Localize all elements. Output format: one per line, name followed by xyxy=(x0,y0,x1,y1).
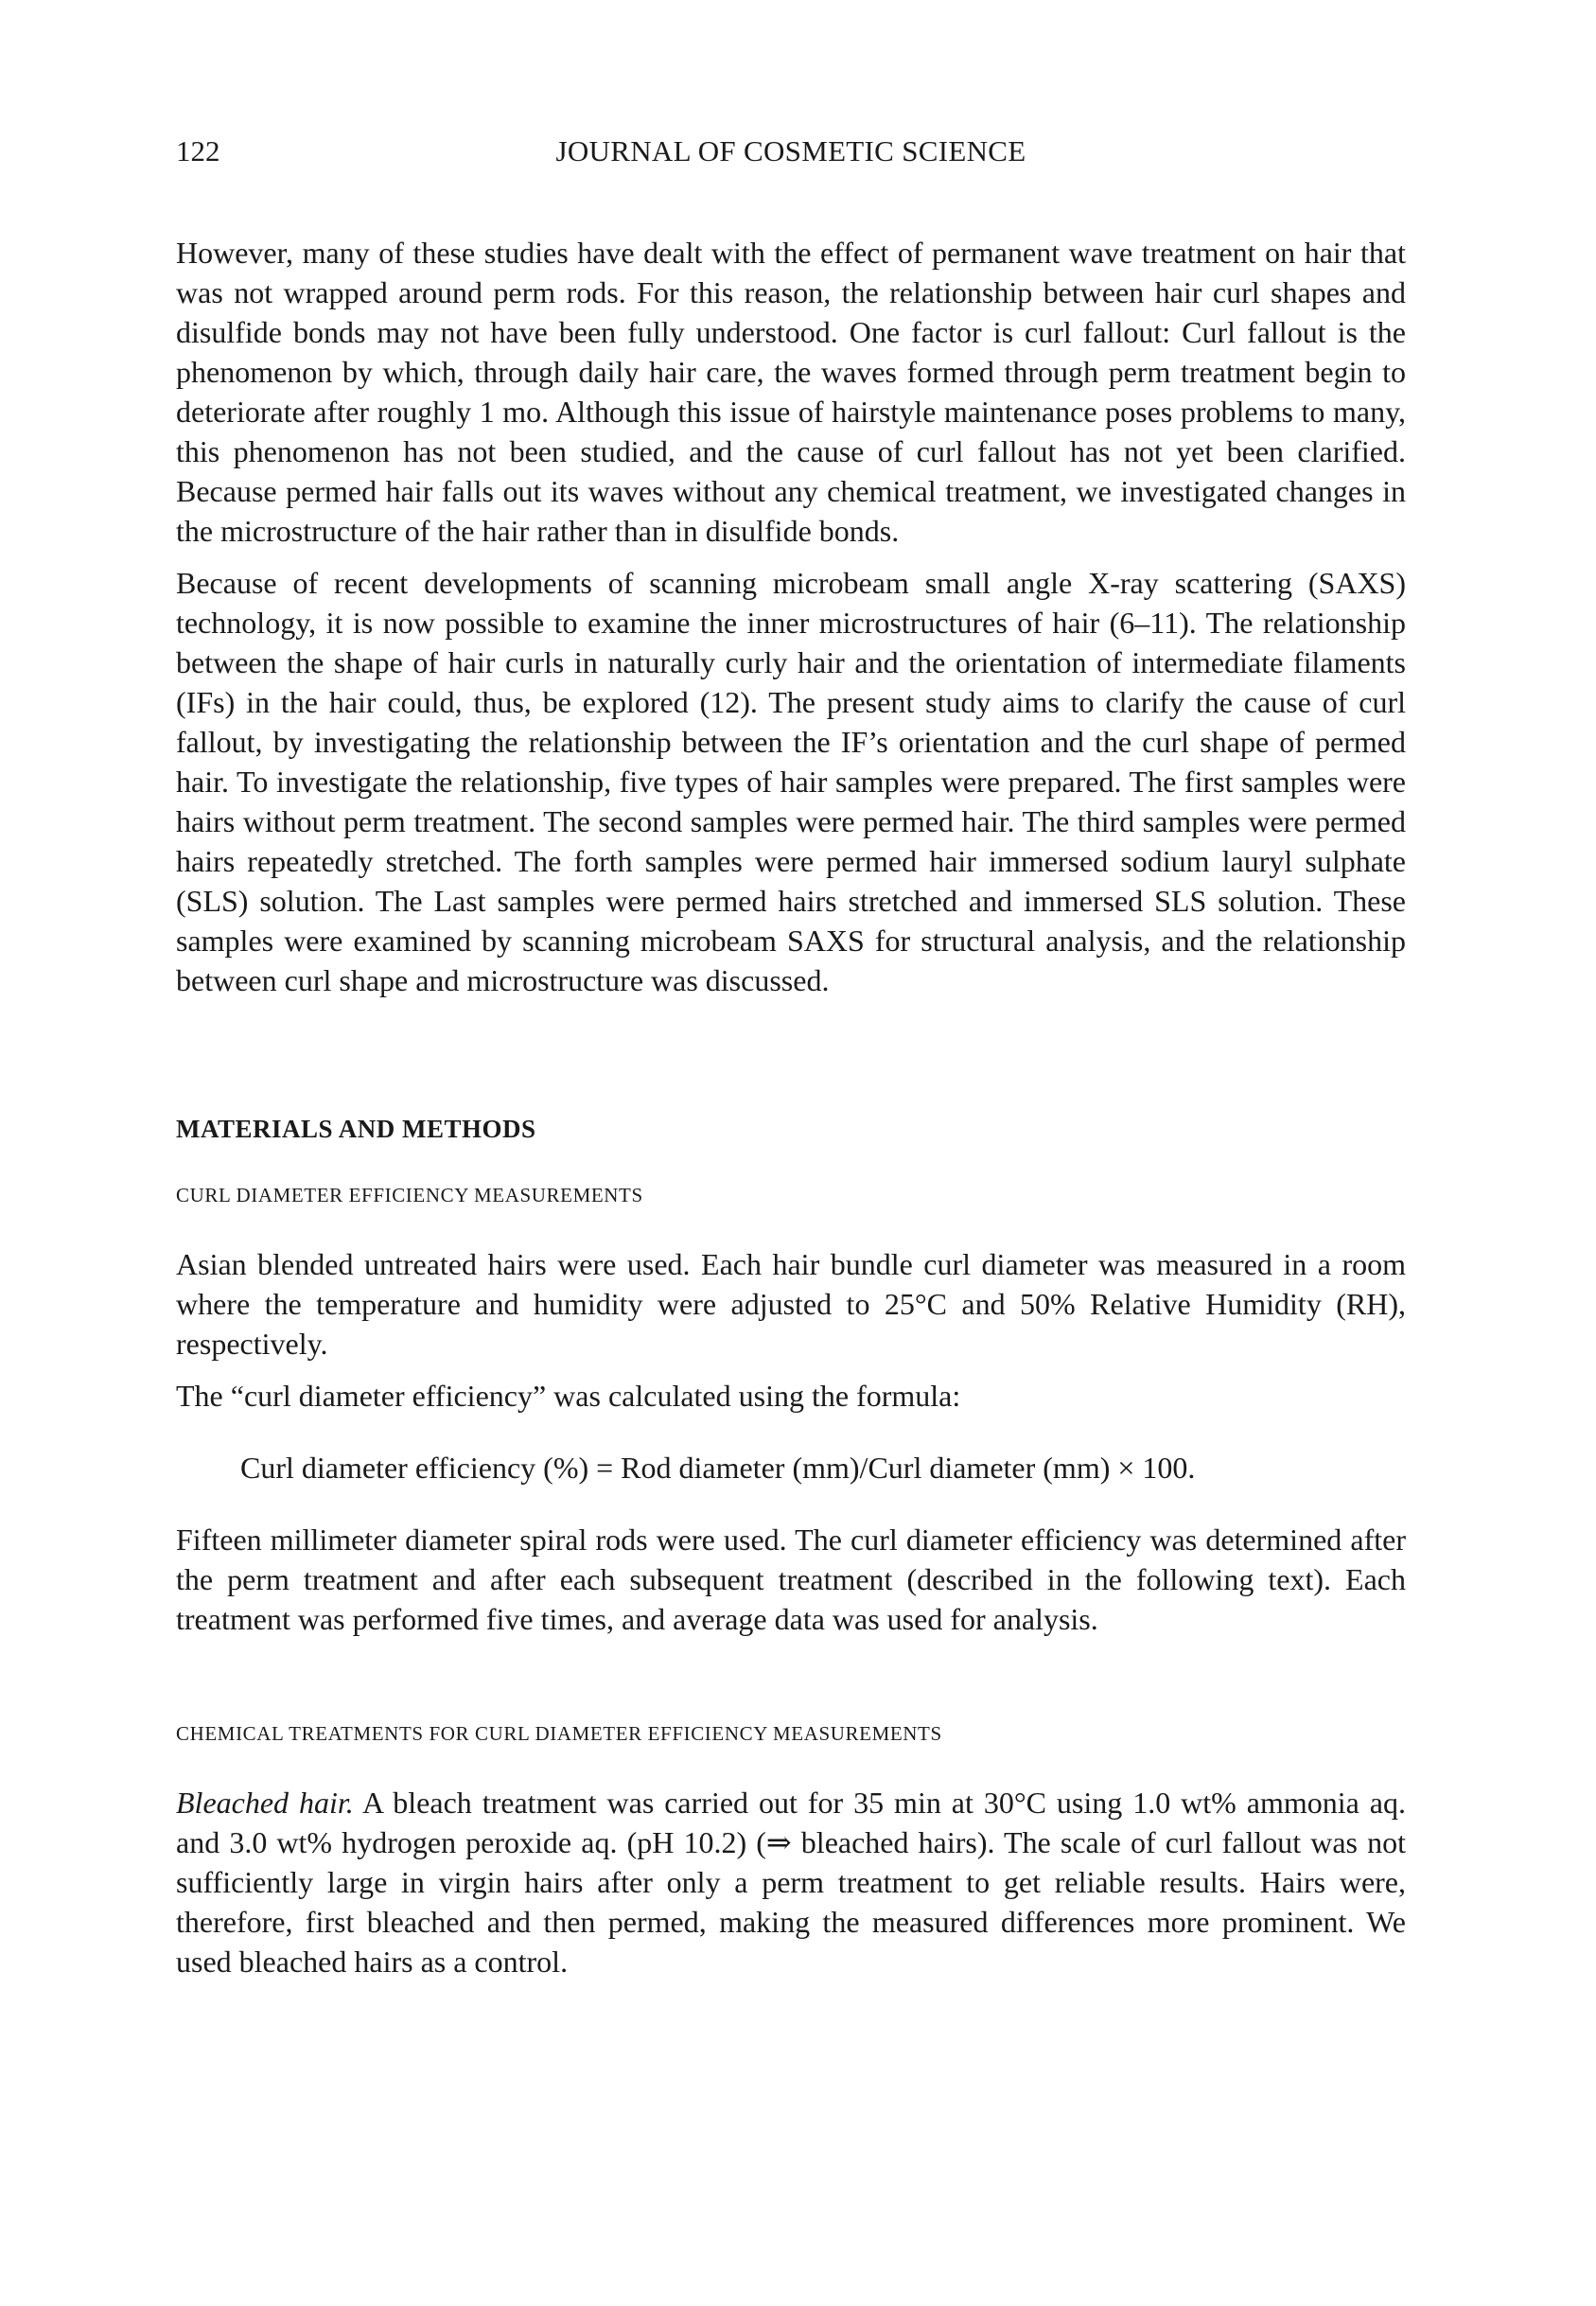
curl-paragraph-1: Asian blended untreated hairs were used. Each hair bundle curl diameter was measured in a room where the temperature and humidity were adjusted to 25°C and 50% Relative Humidity (RH), respectively. xyxy=(176,1247,1406,1361)
curl-paragraph-3: Fifteen millimeter diameter spiral rods were used. The curl diameter efficiency was determined after the perm treatment and after each subsequent treatment (described in the following text). Each treatment was performed five times, and average data was used for analysis. xyxy=(176,1523,1406,1636)
bleached-hair-text: A bleach treatment was carried out for 35 min at 30°C using 1.0 wt% ammonia aq. and 3.0 wt% hydrogen peroxide aq. (pH 10.2) (⇒ bleached hairs). The scale of curl fallout was not sufficiently large in virgin hairs after only a perm treatment to get reliable results. Hairs were, therefore, first bleached and then permed, making the measured differences more prominent. We used bleached hairs as a control. xyxy=(176,1786,1407,1979)
running-head xyxy=(176,131,1406,172)
bleached-hair-run-in-heading: Bleached hair. xyxy=(176,1786,354,1820)
article-body xyxy=(176,233,1406,1981)
journal-title: JOURNAL OF COSMETIC SCIENCE xyxy=(555,134,1026,167)
page-number: 122 xyxy=(176,134,220,167)
intro-paragraph-2: Because of recent developments of scanning microbeam small angle X-ray scattering (SAXS) technology, it is now possible to examine the inner microstructures of hair (6–11). The relationship between the shape of hair curls in naturally curly hair and the orientation of intermediate filaments (IFs) in the hair could, thus, be explored (12). The present study aims to clarify the cause of curl fallout, by investigating the relationship between the IF’s orientation and the curl shape of permed hair. To investigate the relationship, five types of hair samples were prepared. The first samples were hairs without perm treatment. The second samples were permed hair. The third samples were permed hairs repeatedly stretched. The forth samples were permed hair immersed sodium lauryl sulphate (SLS) solution. The Last samples were permed hairs stretched and immersed SLS solution. These samples were examined by scanning microbeam SAXS for structural analysis, and the relationship between curl shape and microstructure was discussed. xyxy=(176,566,1406,997)
journal-page xyxy=(176,131,1406,1994)
section-heading-materials-methods: MATERIALS AND METHODS xyxy=(176,1115,536,1143)
curl-efficiency-formula: Curl diameter efficiency (%) = Rod diameter (mm)/Curl diameter (mm) × 100. xyxy=(240,1451,1196,1485)
curl-paragraph-2: The “curl diameter efficiency” was calculated using the formula: xyxy=(176,1379,961,1413)
intro-paragraph-1: However, many of these studies have dealt with the effect of permanent wave treatment on hair that was not wrapped around perm rods. For this reason, the relationship between hair curl shapes and disulfide bonds may not have been fully understood. One factor is curl fallout: Curl fallout is the phenomenon by which, through daily hair care, the waves formed through perm treatment begin to deteriorate after roughly 1 mo. Although this issue of hairstyle maintenance poses problems to many, this phenomenon has not been studied, and the cause of curl fallout has not yet been clarified. Because permed hair falls out its waves without any chemical treatment, we investigated changes in the microstructure of the hair rather than in disulfide bonds. xyxy=(176,236,1406,548)
bleached-hair-paragraph xyxy=(176,1783,1406,1981)
subsection-heading-chemical-treatments: CHEMICAL TREATMENTS FOR CURL DIAMETER EFFICIENCY MEASUREMENTS xyxy=(176,1722,942,1745)
subsection-heading-curl-diameter: CURL DIAMETER EFFICIENCY MEASUREMENTS xyxy=(176,1184,643,1206)
